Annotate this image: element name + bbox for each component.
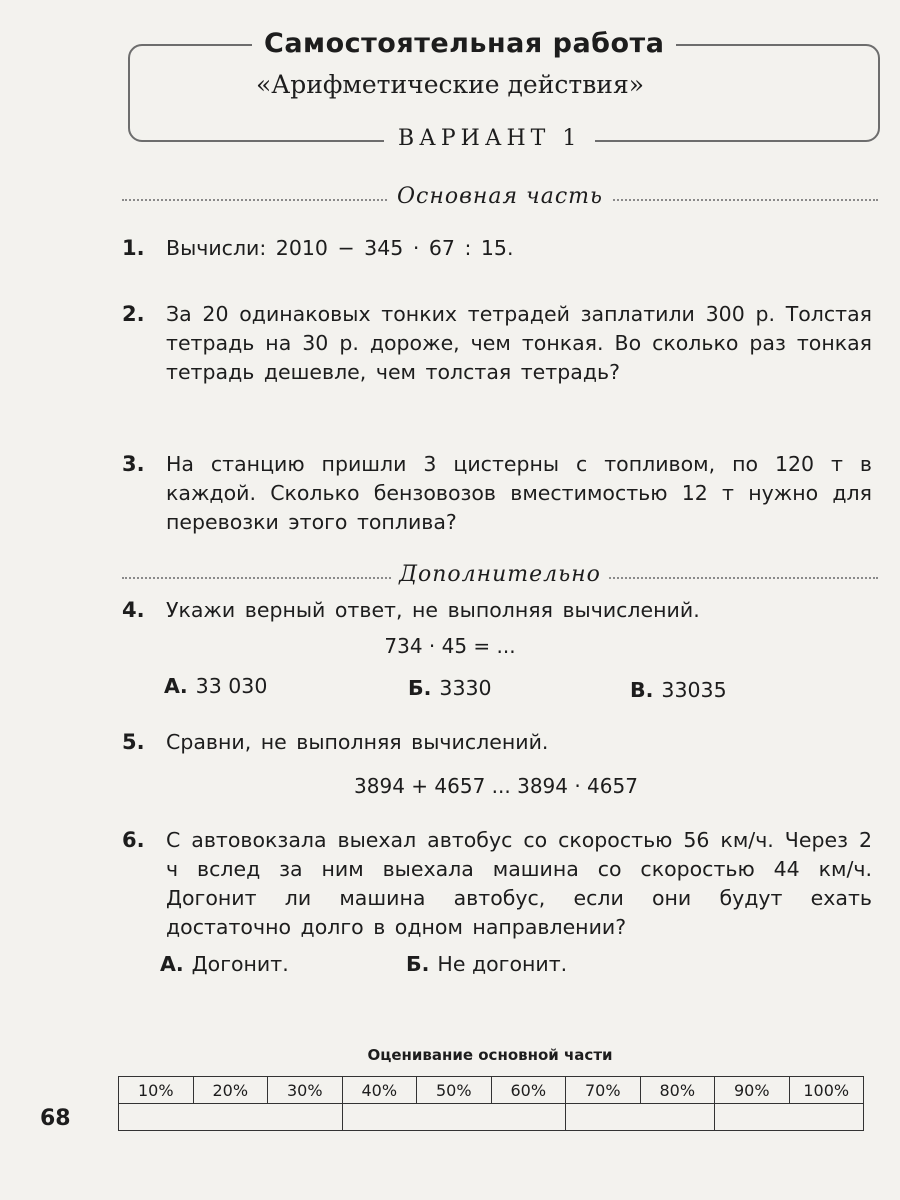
option-letter: Б.: [408, 676, 432, 700]
grading-table: [118, 1076, 864, 1131]
option-value: Догонит.: [191, 952, 289, 976]
task-5-formula: 3894 + 4657 ... 3894 · 4657: [354, 774, 638, 798]
grade-cell: 60%: [491, 1077, 566, 1104]
worksheet-title: Самостоятельная работа: [252, 28, 676, 59]
section-main: [122, 184, 878, 214]
page-number: 68: [40, 1106, 71, 1131]
task-4-number: 4.: [122, 598, 145, 622]
grading-title: Оценивание основной части: [367, 1046, 613, 1064]
section-main-title: Основная часть: [389, 184, 611, 209]
task-3-number: 3.: [122, 452, 145, 476]
option-value: 33 030: [195, 674, 268, 698]
grade-mark-cell: [715, 1104, 864, 1131]
worksheet-subtitle: «Арифметические действия»: [255, 70, 645, 99]
option-letter: А.: [160, 952, 184, 976]
grade-mark-cell: [342, 1104, 566, 1131]
grade-cell: 10%: [119, 1077, 194, 1104]
task-4-option-a: [164, 674, 267, 698]
grade-cell: 50%: [417, 1077, 492, 1104]
task-6-text: С автовокзала выехал автобус со скоростью 56 км/ч. Через 2 ч вслед за ним выехала машина со скоростью 44 км/ч. Догонит ли машина автобус, если они будут ехать достаточно долго в одном направлении?: [166, 828, 872, 939]
task-6-number: 6.: [122, 828, 145, 852]
task-2-number: 2.: [122, 302, 145, 326]
grade-cell: 30%: [268, 1077, 343, 1104]
option-value: 3330: [439, 676, 492, 700]
task-1-text: Вычисли: 2010 − 345 · 67 : 15.: [166, 236, 514, 260]
grading-percent-row: [119, 1077, 864, 1104]
grade-cell: 90%: [715, 1077, 790, 1104]
task-2-text: За 20 одинаковых тонких тетрадей заплатили 300 р. Толстая тетрадь на 30 р. дороже, чем тонкая. Во сколько раз тонкая тетрадь дешевле, чем толстая тетрадь?: [166, 302, 872, 384]
task-6-option-b: [406, 952, 567, 976]
task-6-option-a: [160, 952, 289, 976]
task-3-text: На станцию пришли 3 цистерны с топливом, по 120 т в каждой. Сколько бензовозов вместимостью 12 т нужно для перевозки этого топлива?: [166, 452, 872, 534]
task-5-number: 5.: [122, 730, 145, 754]
grading-mark-row: [119, 1104, 864, 1131]
grade-cell: 20%: [193, 1077, 268, 1104]
grade-cell: 80%: [640, 1077, 715, 1104]
option-letter: А.: [164, 674, 188, 698]
option-value: 33035: [661, 678, 727, 702]
option-letter: В.: [630, 678, 654, 702]
option-letter: Б.: [406, 952, 430, 976]
grade-mark-cell: [119, 1104, 343, 1131]
section-extra-title: Дополнительно: [391, 562, 609, 587]
grade-mark-cell: [566, 1104, 715, 1131]
task-4-text: Укажи верный ответ, не выполняя вычислений.: [166, 598, 700, 622]
task-4-option-c: [630, 678, 727, 702]
grade-cell: 40%: [342, 1077, 417, 1104]
task-1-number: 1.: [122, 236, 145, 260]
task-4-formula: 734 · 45 = ...: [384, 634, 516, 658]
option-value: Не догонит.: [437, 952, 568, 976]
task-5-text: Сравни, не выполняя вычислений.: [166, 730, 549, 754]
grade-cell: 100%: [789, 1077, 864, 1104]
variant-label: ВАРИАНТ 1: [384, 126, 595, 151]
task-4-option-b: [408, 676, 492, 700]
grade-cell: 70%: [566, 1077, 641, 1104]
section-extra: [122, 562, 878, 592]
